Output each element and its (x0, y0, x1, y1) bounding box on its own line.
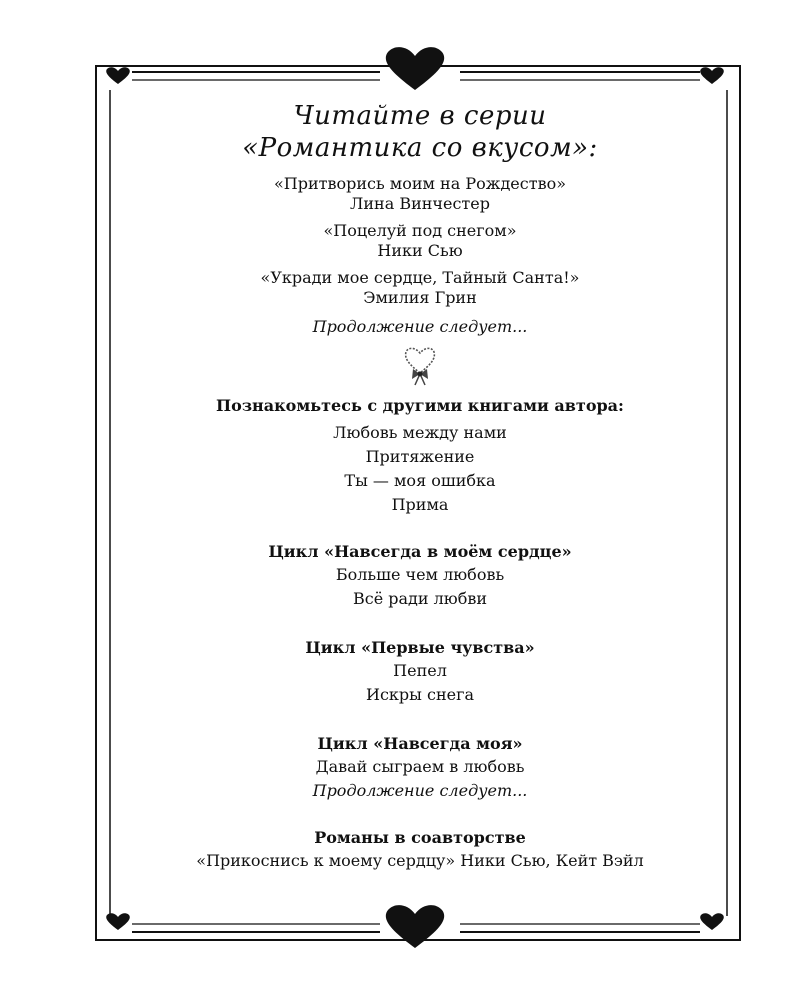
series-title (120, 100, 720, 164)
book-title: «Поцелуй под снегом» (323, 221, 517, 240)
author-books-heading: Познакомьтесь с другими книгами автора: (216, 396, 624, 415)
book-author: Лина Винчестер (350, 194, 490, 213)
coauthored-heading: Романы в соавторстве (314, 828, 526, 847)
corner-heart-icon (106, 67, 130, 84)
coauthored-block (120, 827, 720, 873)
corner-heart-icon (700, 913, 724, 930)
list-item: Прима (391, 495, 449, 514)
page-content (120, 100, 720, 873)
series-book (120, 221, 720, 261)
heart-with-bow-icon (400, 343, 440, 387)
book-title: «Укради мое сердце, Тайный Санта!» (260, 268, 580, 287)
list-item: Всё ради любви (352, 589, 488, 608)
corner-heart-icon (700, 67, 724, 84)
list-item: Любовь между нами (333, 423, 507, 442)
list-item: Притяжение (365, 447, 475, 466)
cycle-block (120, 733, 720, 803)
series-continued: Продолжение следует... (312, 317, 528, 336)
list-item: Давай сыграем в любовь (315, 757, 525, 776)
cycle-heading: Цикл «Навсегда моя» (317, 734, 523, 753)
corner-heart-icon (106, 913, 130, 930)
series-title-line2: «Романтика со вкусом»: (242, 133, 598, 163)
list-item: Ты — моя ошибка (344, 471, 496, 490)
cycle-heading: Цикл «Первые чувства» (305, 638, 535, 657)
list-item: Искры снега (366, 685, 474, 704)
cycle-block (120, 541, 720, 611)
series-title-line1: Читайте в серии (293, 101, 547, 131)
coauthored-line: «Прикоснись к моему сердцу» Ники Сью, Кейт Вэйл (196, 851, 644, 870)
book-author: Эмилия Грин (363, 288, 477, 307)
list-item: Пепел (393, 661, 447, 680)
book-title: «Притворись моим на Рождество» (273, 174, 567, 193)
series-book (120, 174, 720, 214)
list-item: Больше чем любовь (335, 565, 505, 584)
cycle-continued: Продолжение следует... (312, 781, 528, 800)
cycle-heading: Цикл «Навсегда в моём сердце» (268, 542, 572, 561)
top-heart-icon (386, 47, 444, 90)
series-book (120, 268, 720, 308)
cycle-block (120, 637, 720, 707)
book-author: Ники Сью (377, 241, 463, 260)
bottom-heart-icon (386, 905, 444, 948)
author-books-list (120, 421, 720, 517)
